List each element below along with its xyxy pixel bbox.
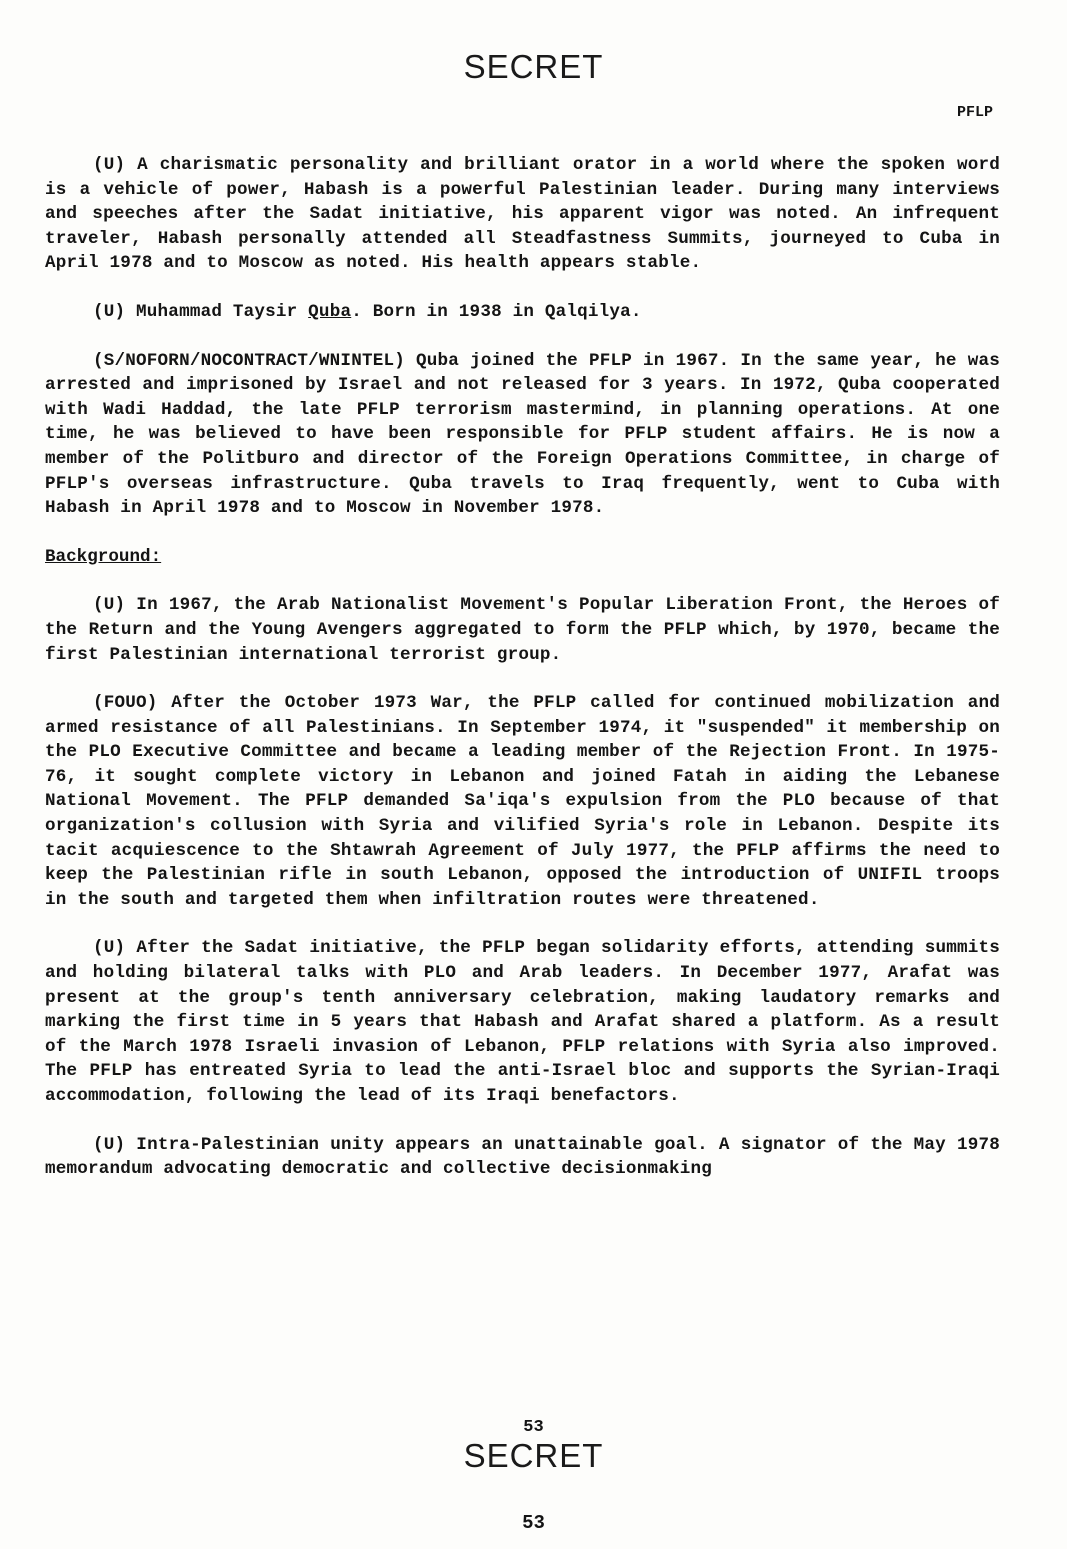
quba-name: Quba (308, 301, 352, 322)
classification-header: SECRET (463, 48, 604, 85)
paragraph-post-1973: (FOUO) After the October 1973 War, the PFLP called for continued mobilization and armed resistance of all Palestinians. In September 1974, it "suspended" it membership on the PLO Executive Committee and became a leading member of the Rejection Front. In 1975-76, it sought complete victory in Lebanon and joined Fatah in aiding the Lebanese National Movement. The PFLP demanded Sa'iqa's expulsion from the PLO because of that organization's collusion with Syria and vilified Syria's role in Lebanon. Despite its tacit acquiescence to the Shtawrah Agreement of July 1977, the PFLP affirms the need to keep the Palestinian rifle in south Lebanon, opposed the introduction of UNIFIL troops in the south and targeted them when infiltration routes were threatened. (45, 693, 1000, 910)
page-number-lower: 53 (522, 1512, 545, 1534)
section-tag: PFLP (956, 104, 993, 121)
page-number-upper: 53 (523, 1418, 544, 1437)
document-body (45, 153, 1000, 1206)
paragraph-sadat-initiative: (U) After the Sadat initiative, the PFLP began solidarity efforts, attending summits and holding bilateral talks with PLO and Arab leaders. In December 1977, Arafat was present at the group's tenth anniversary celebration, making laudatory remarks and marking the first time in 5 years that Habash and Arafat shared a platform. As a result of the March 1978 Israeli invasion of Lebanon, PFLP relations with Syria also improved. The PFLP has entreated Syria to lead the anti-Israel bloc and supports the Syrian-Iraqi accommodation, following the lead of its Iraqi benefactors. (45, 938, 1000, 1106)
paragraph-habash-profile: (U) A charismatic personality and brilliant orator in a world where the spoken word is a vehicle of power, Habash is a powerful Palestinian leader. During many interviews and speeches after the Sadat initiative, his apparent vigor was noted. An infrequent traveler, Habash personally attended all Steadfastness Summits, journeyed to Cuba in April 1978 and to Moscow as noted. His health appears stable. (45, 155, 1000, 274)
classification-footer: SECRET (463, 1437, 604, 1474)
quba-intro-suffix: . Born in 1938 in Qalqilya. (351, 301, 642, 322)
paragraph-quba-intro (45, 300, 1000, 325)
paragraph-quba-details: (S/NOFORN/NOCONTRACT/WNINTEL) Quba joined the PFLP in 1967. In the same year, he was arrested and imprisoned by Israel and not released for 3 years. In 1972, Quba cooperated with Wadi Haddad, the late PFLP terrorism mastermind, in planning operations. At one time, he was believed to have been responsible for PFLP student affairs. He is now a member of the Politburo and director of the Foreign Operations Committee, in charge of PFLP's overseas infrastructure. Quba travels to Iraq frequently, went to Cuba with Habash in April 1978 and to Moscow in November 1978. (45, 350, 1000, 519)
paragraph-1967-origins: (U) In 1967, the Arab Nationalist Movement's Popular Liberation Front, the Heroes of the Return and the Young Avengers aggregated to form the PFLP which, by 1970, became the first Palestinian international terrorist group. (45, 595, 1000, 665)
section-heading-background: Background: (45, 546, 162, 567)
quba-intro-prefix: (U) Muhammad Taysir (93, 301, 309, 322)
paragraph-unity: (U) Intra-Palestinian unity appears an unattainable goal. A signator of the May 1978 memorandum advocating democratic and collective decisionmaking (45, 1134, 1000, 1180)
